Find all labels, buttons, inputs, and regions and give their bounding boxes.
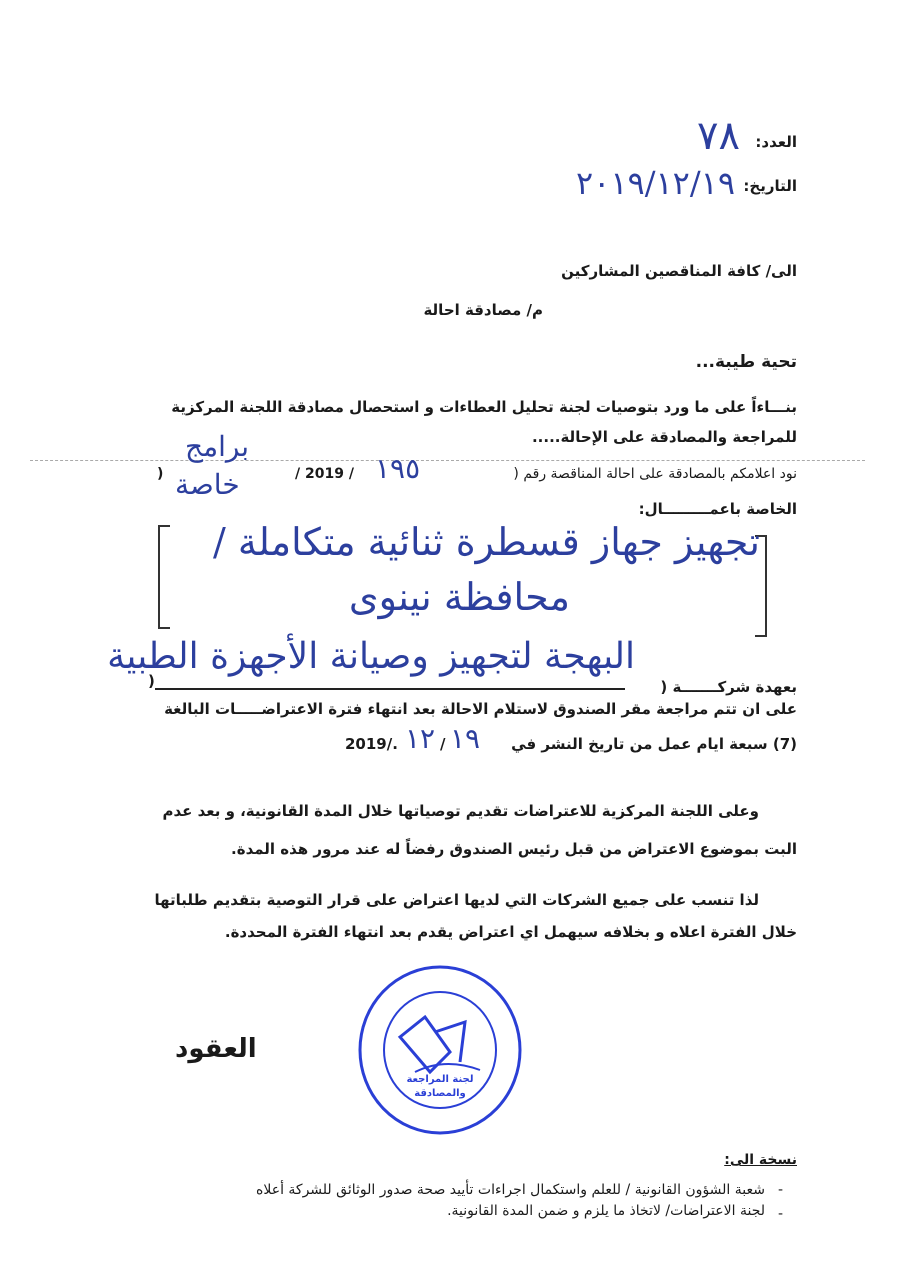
- tender-type-handwritten-2: خاصة: [175, 468, 240, 501]
- publish-year: 2019/.: [345, 735, 398, 753]
- copy-bullet-2: -: [777, 1206, 783, 1222]
- paragraph-2: وعلى اللجنة المركزية للاعتراضات تقديم توصياتها خلال المدة القانونية، و بعد عدم البت بموضوع الاعتراض من قبل رئيس الصندوق رفضاً له عند مرور هذه المدة.: [162, 802, 797, 858]
- publish-day-handwritten: ١٩: [450, 722, 481, 755]
- copy-bullet-1: -: [777, 1182, 783, 1198]
- review-line: على ان تتم مراجعة مقر الصندوق لاستلام الاحالة بعد انتهاء فترة الاعتراضـــــات البالغة: [164, 700, 797, 718]
- stamp-inner-line1: لجنة المراجعة: [406, 1074, 474, 1085]
- works-handwritten-2: محافظة نينوى: [348, 575, 570, 619]
- date-value-handwritten: ٢٠١٩/١٢/١٩: [575, 164, 735, 202]
- recipient-line: الى/ كافة المناقصين المشاركين: [561, 262, 797, 280]
- number-value-handwritten: ٧٨: [697, 113, 740, 159]
- tender-prefix: نود اعلامكم بالمصادقة على احالة المناقصة رقم (: [513, 466, 797, 482]
- stamp-graphic: [355, 962, 525, 1137]
- company-underline: [155, 688, 625, 690]
- left-bracket: [158, 525, 170, 629]
- tender-number-handwritten: ١٩٥: [375, 452, 421, 485]
- greeting: تحية طيبة...: [695, 352, 797, 372]
- signature: العقود: [175, 1034, 257, 1064]
- date-slash: /: [440, 735, 446, 753]
- publish-month-handwritten: ١٢: [405, 722, 436, 755]
- seven-days-text: (7) سبعة ايام عمل من تاريخ النشر في: [511, 735, 797, 753]
- copy-item-1: شعبة الشؤون القانونية / للعلم واستكمال اجراءات تأييد صحة صدور الوثائق للشركة أعلاه: [256, 1182, 765, 1198]
- company-name-handwritten: البهجة لتجهيز وصيانة الأجهزة الطبية: [107, 636, 635, 677]
- paragraph-1: بنـــاءاً على ما ورد بتوصيات لجنة تحليل العطاءات و استحصال مصادقة اللجنة المركزية للمراجعة والمصادقة على الإحالة.....: [171, 398, 797, 446]
- official-stamp: [355, 962, 525, 1137]
- tender-close-paren: ): [157, 466, 164, 482]
- tender-type-handwritten-1: برامج: [185, 430, 250, 463]
- paragraph-3: لذا تنسب على جميع الشركات التي لديها اعتراض على قرار التوصية بتقديم طلباتها خلال الفترة اعلاه و بخلافه سيهمل اي اعتراض يقدم بعد انتهاء الفترة المحددة.: [154, 891, 797, 941]
- tender-year: / 2019 /: [295, 466, 354, 482]
- stamp-inner-line2: والمصادقة: [414, 1088, 466, 1099]
- number-label: العدد:: [755, 133, 797, 151]
- copy-item-2: لجنة الاعتراضات/ لاتخاذ ما يلزم و ضمن المدة القانونية.: [447, 1203, 765, 1219]
- scan-line: [30, 460, 865, 461]
- date-label: التاريخ:: [743, 177, 797, 195]
- copies-label: نسخة الى:: [724, 1152, 797, 1168]
- works-handwritten-1: تجهيز جهاز قسطرة ثنائية متكاملة /: [212, 520, 760, 564]
- company-label: بعهدة شركـــــــة (: [660, 678, 797, 696]
- company-close-paren: ): [148, 672, 155, 690]
- works-label: الخاصة باعمـــــــــال:: [638, 500, 797, 518]
- subject-line: م/ مصادقة احالة: [423, 301, 543, 319]
